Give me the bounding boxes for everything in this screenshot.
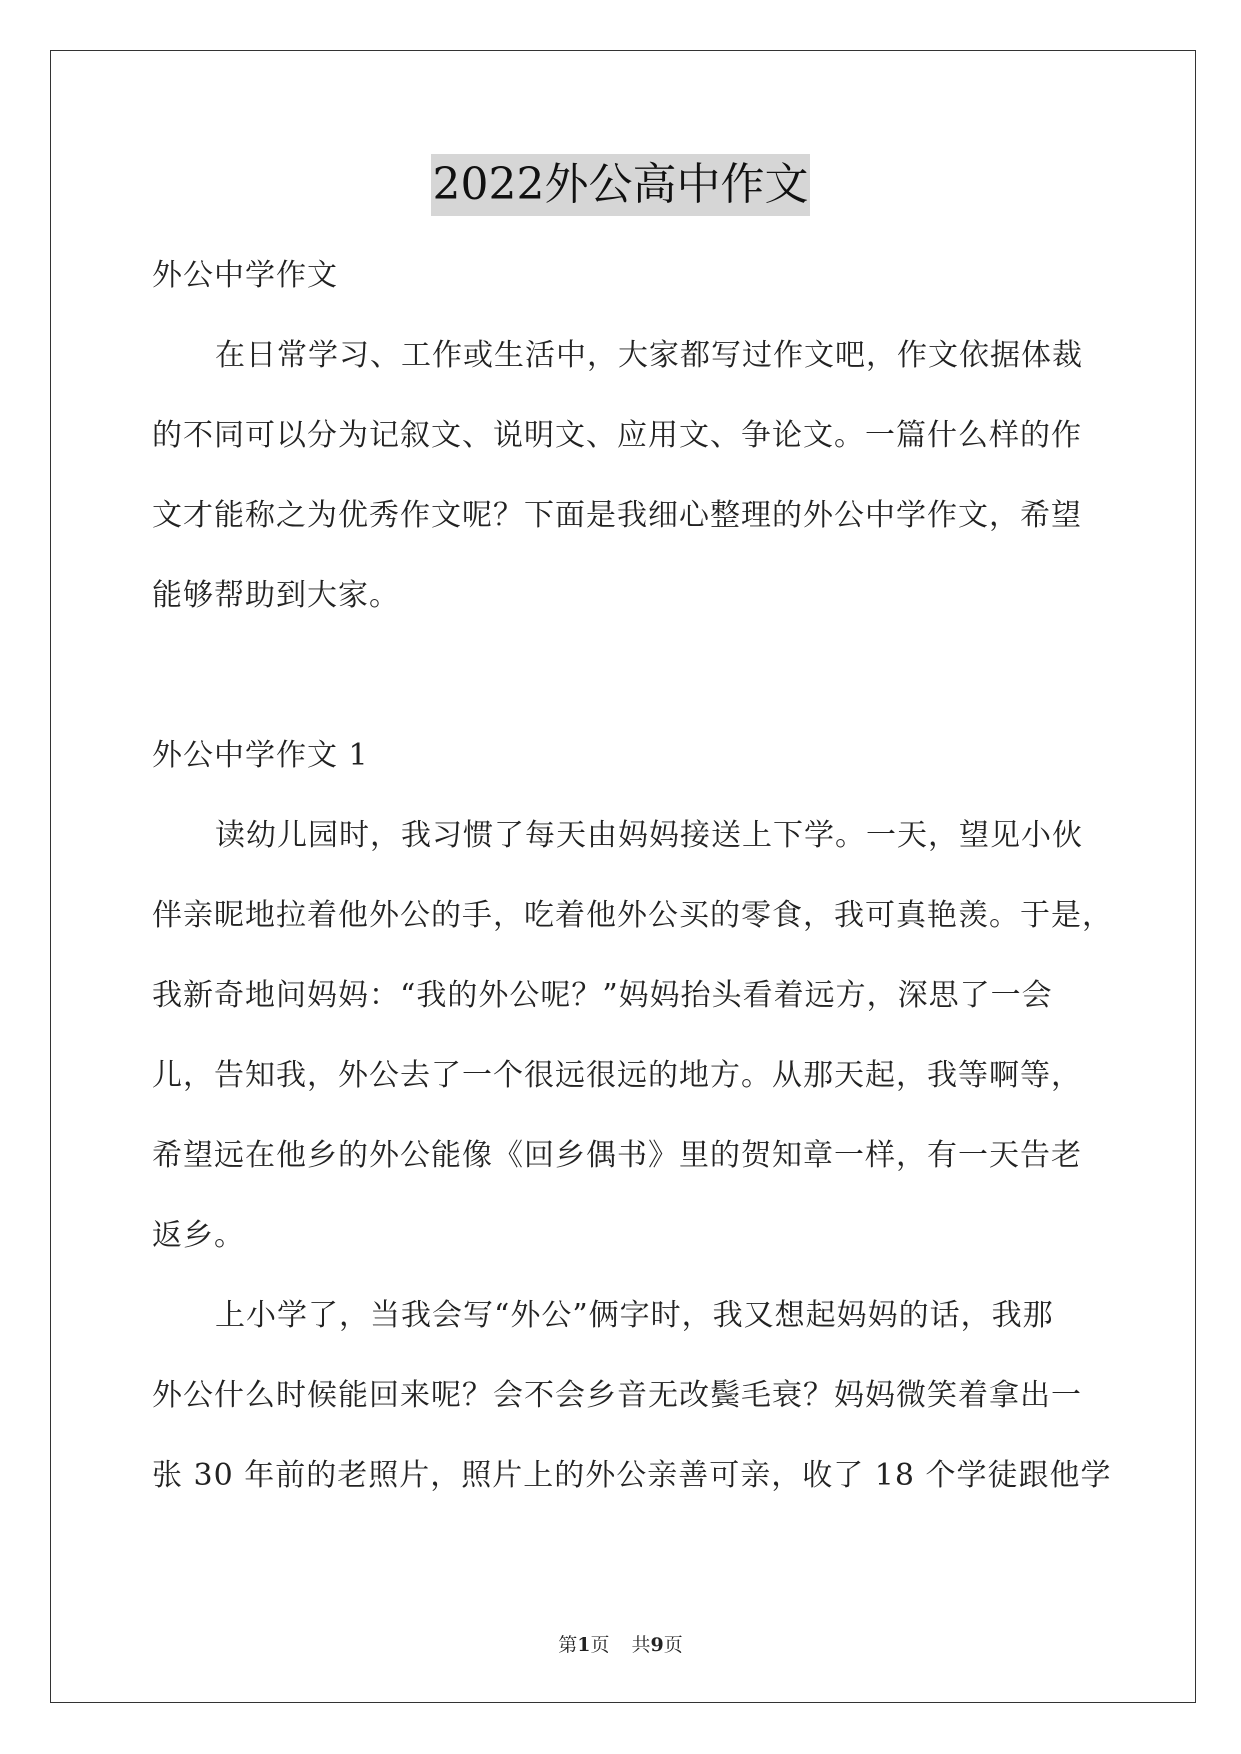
- text-line: 在日常学习、工作或生活中，大家都写过作文吧，作文依据体裁: [215, 338, 1083, 373]
- blank-line: [152, 636, 1092, 716]
- text-line: 文才能称之为优秀作文呢？下面是我细心整理的外公中学作文，希望: [152, 498, 1082, 533]
- essay-paragraph-1: [152, 796, 1113, 1276]
- title-area: [0, 154, 1241, 216]
- document-body: [152, 236, 1113, 1516]
- essay-heading: 外公中学作文 1: [152, 738, 369, 773]
- text-line: 我新奇地问妈妈：“我的外公呢？”妈妈抬头看着远方，深思了一会: [152, 978, 1053, 1013]
- total-suffix: 页: [663, 1634, 683, 1656]
- intro-heading: 外公中学作文: [152, 258, 338, 293]
- intro-paragraph: [152, 316, 1092, 636]
- text-line: 上小学了，当我会写“外公”俩字时，我又想起妈妈的话，我那: [215, 1298, 1054, 1333]
- text-line: 读幼儿园时，我习惯了每天由妈妈接送上下学。一天，望见小伙: [215, 818, 1083, 853]
- text-line: 张 30 年前的老照片，照片上的外公亲善可亲，收了 18 个学徒跟他学: [152, 1458, 1112, 1493]
- text-line: 希望远在他乡的外公能像《回乡偶书》里的贺知章一样，有一天告老: [152, 1138, 1082, 1173]
- document-title: 2022外公高中作文: [431, 154, 811, 216]
- text-line: 外公什么时候能回来呢？会不会乡音无改鬓毛衰？妈妈微笑着拿出一: [152, 1378, 1082, 1413]
- text-line: 能够帮助到大家。: [152, 578, 400, 613]
- current-page-number: 1: [577, 1634, 591, 1656]
- text-line: 伴亲昵地拉着他外公的手，吃着他外公买的零食，我可真艳羡。于是，: [152, 898, 1113, 933]
- page-prefix: 第: [558, 1634, 578, 1656]
- total-prefix: 共: [631, 1634, 651, 1656]
- text-line: 返乡。: [152, 1218, 245, 1253]
- page-footer: [0, 1632, 1241, 1658]
- text-line: 儿，告知我，外公去了一个很远很远的地方。从那天起，我等啊等，: [152, 1058, 1082, 1093]
- total-page-number: 9: [650, 1634, 664, 1656]
- text-line: 的不同可以分为记叙文、说明文、应用文、争论文。一篇什么样的作: [152, 418, 1082, 453]
- page-suffix: 页: [590, 1634, 610, 1656]
- essay-paragraph-2: [152, 1276, 1112, 1516]
